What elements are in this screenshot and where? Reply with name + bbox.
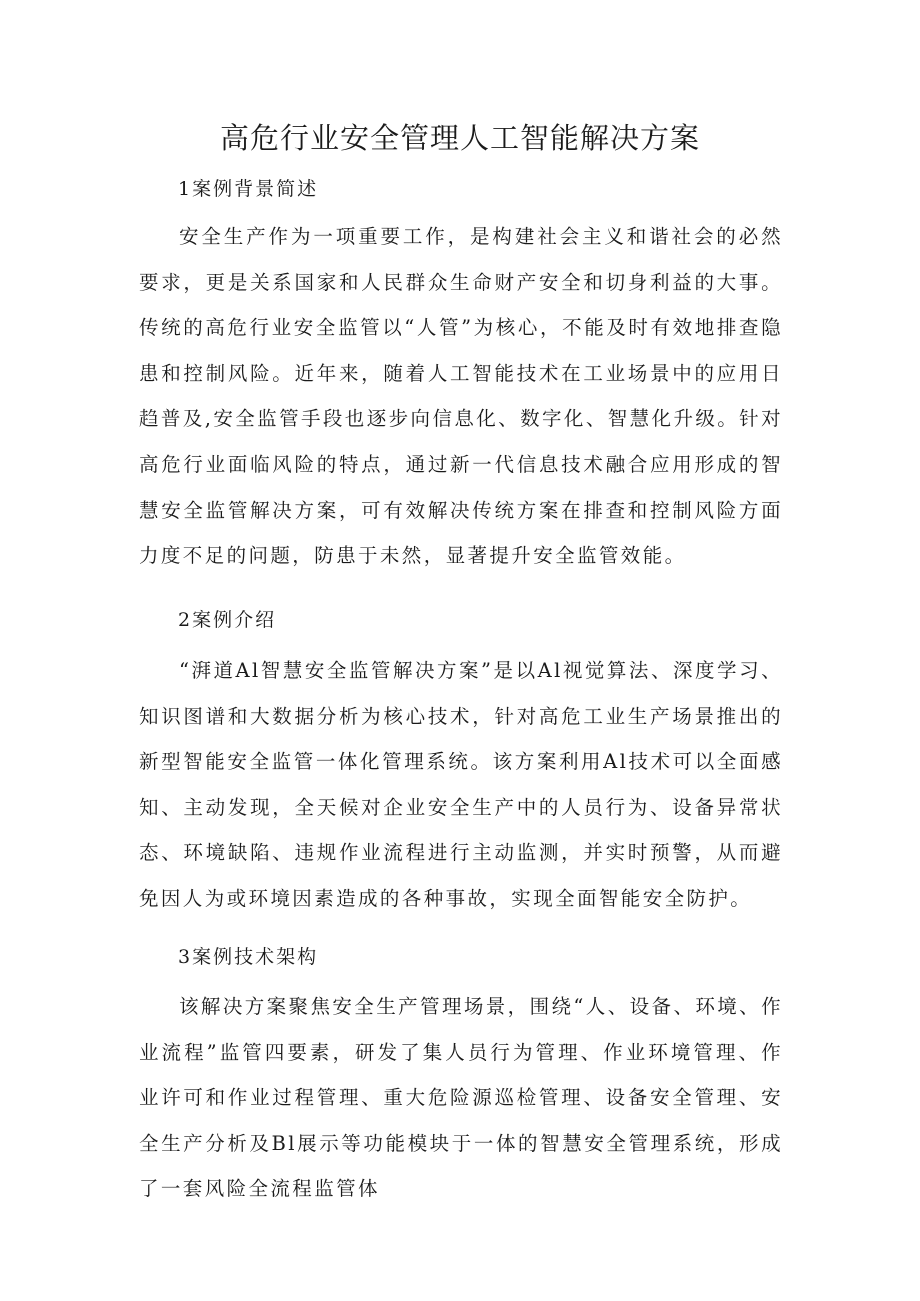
section-heading-3: 3案例技术架构 (178, 946, 319, 968)
document-title: 高危行业安全管理人工智能解决方案 (219, 121, 700, 155)
section-paragraph-1: 安全生产作为一项重要工作，是构建社会主义和谐社会的必然要求，更是关系国家和人民群众生命财产安全和切身利益的大事。传统的高危行业安全监管以“人管”为核心，不能及时有效地排查隐患和控制风险。近年来，随着人工智能技术在工业场景中的应用日趋普及,安全监管手段也逐步向信息化、数字化、智慧化升级。针对高危行业面临风险的特点，通过新一代信息技术融合应用形成的智慧安全监管解决方案，可有效解决传统方案在排查和控制风险方面力度不足的问题，防患于未然，显著提升安全监管效能。 (139, 225, 783, 568)
section-heading-1: 1案例背景简述 (178, 178, 319, 200)
section-heading-2: 2案例介绍 (178, 609, 277, 631)
section-paragraph-2: “湃道Al智慧安全监管解决方案”是以Al视觉算法、深度学习、知识图谱和大数据分析为核心技术，针对高危工业生产场景推出的新型智能安全监管一体化管理系统。该方案利用Al技术可以全面感知、主动发现，全天候对企业安全生产中的人员行为、设备异常状态、环境缺陷、违规作业流程进行主动监测，并实时预警，从而避免因人为或环境因素造成的各种事故，实现全面智能安全防护。 (139, 659, 783, 910)
section-paragraph-3: 该解决方案聚焦安全生产管理场景，围绕“人、设备、环境、作业流程”监管四要素，研发了集人员行为管理、作业环境管理、作业许可和作业过程管理、重大危险源巡检管理、设备安全管理、安全生产分析及Bl展示等功能模块于一体的智慧安全管理系统，形成了一套风险全流程监管体 (139, 995, 783, 1201)
